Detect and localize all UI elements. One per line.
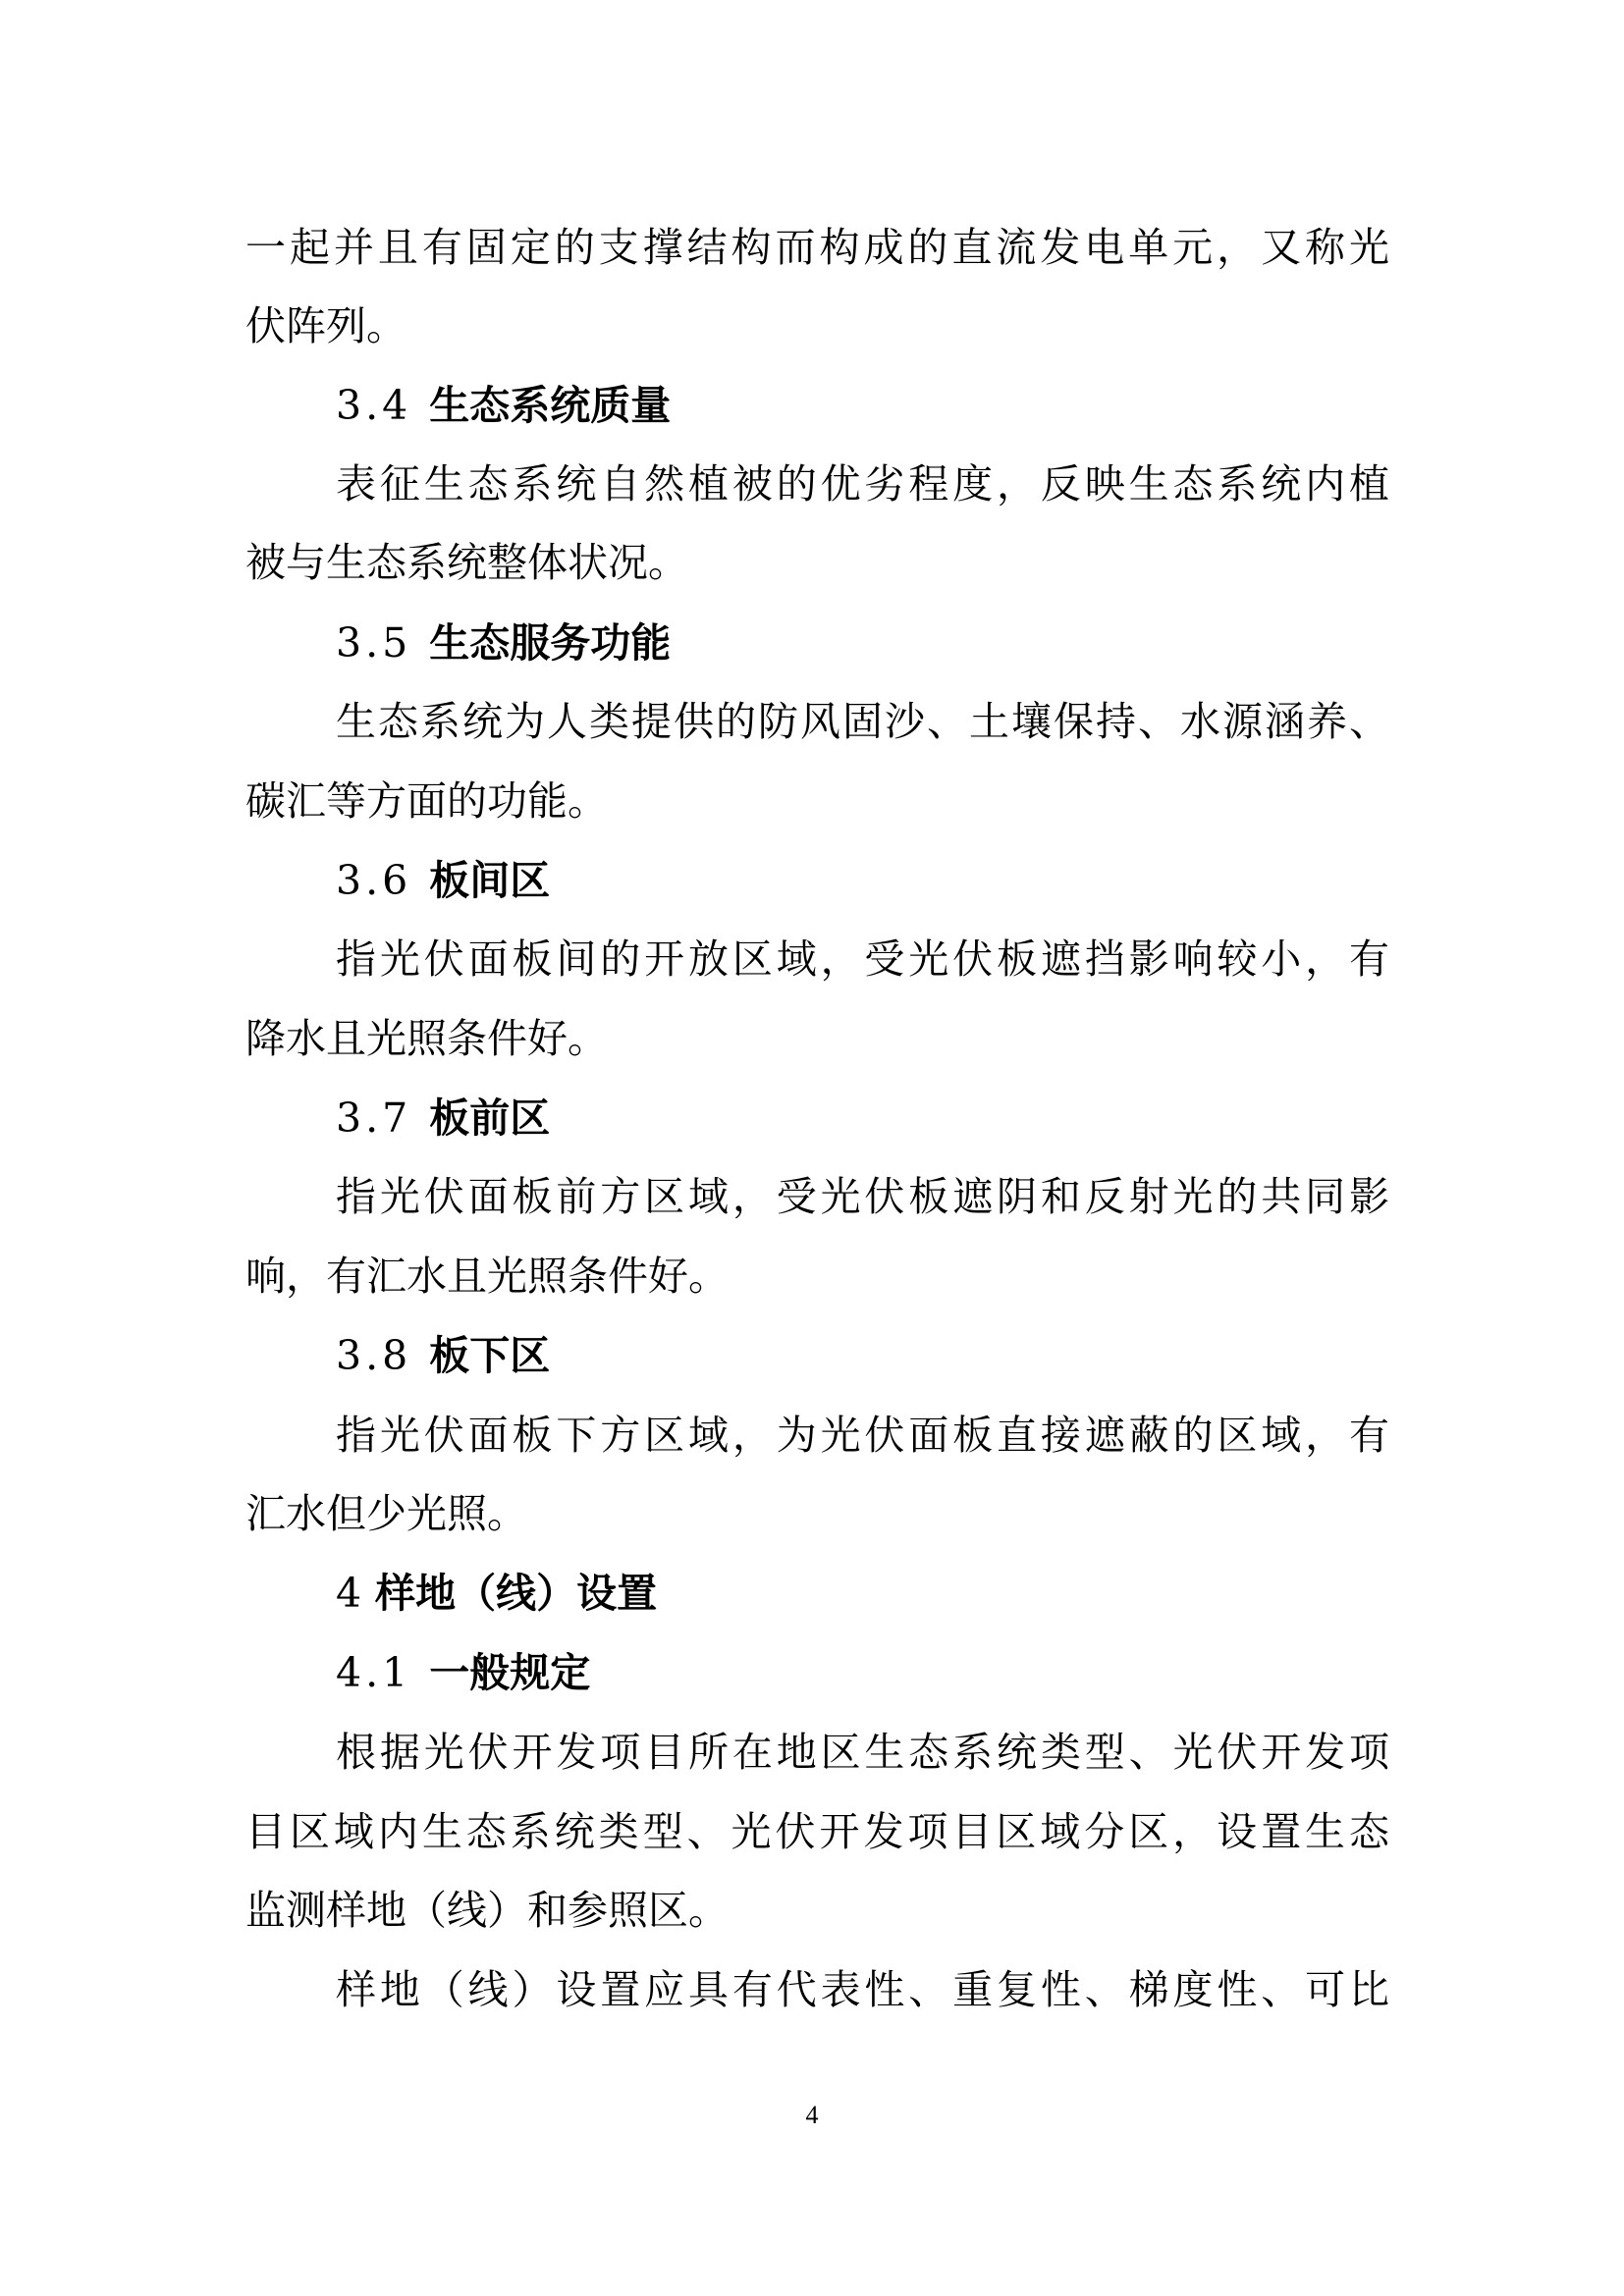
- section-title: 样地（线）设置: [375, 1570, 658, 1617]
- paragraph-line: 指光伏面板间的开放区域，受光伏板遮挡影响较小，有: [336, 935, 1389, 983]
- section-heading-4-1: [336, 1648, 590, 1697]
- paragraph-line: 一起并且有固定的支撑结构而构成的直流发电单元，又称光: [245, 224, 1389, 271]
- section-heading-4: [336, 1569, 657, 1618]
- paragraph-line: 汇水但少光照。: [245, 1490, 527, 1537]
- paragraph-line: 监测样地（线）和参照区。: [245, 1887, 729, 1934]
- paragraph-line: 生态系统为人类提供的防风固沙、土壤保持、水源涵养、: [336, 698, 1389, 745]
- section-number: 3.7: [336, 1095, 412, 1142]
- paragraph-line: 被与生态系统整体状况。: [245, 539, 688, 586]
- page-number: 4: [805, 2101, 819, 2129]
- paragraph-line: 伏阵列。: [245, 302, 406, 349]
- paragraph-line: 降水且光照条件好。: [245, 1015, 608, 1062]
- section-number: 4: [336, 1570, 366, 1617]
- paragraph-line: 表征生态系统自然植被的优劣程度，反映生态系统内植: [336, 460, 1389, 507]
- paragraph-line: 目区域内生态系统类型、光伏开发项目区域分区，设置生态: [245, 1808, 1389, 1855]
- section-heading-3-5: [336, 618, 671, 667]
- section-number: 3.5: [336, 619, 412, 667]
- section-heading-3-4: [336, 381, 671, 430]
- section-number: 3.4: [336, 382, 412, 429]
- section-title: 板下区: [429, 1332, 551, 1379]
- paragraph-line: 指光伏面板下方区域，为光伏面板直接遮蔽的区域，有: [336, 1412, 1389, 1459]
- section-number: 4.1: [336, 1649, 412, 1696]
- section-title: 一般规定: [429, 1649, 591, 1696]
- section-title: 板前区: [429, 1095, 551, 1142]
- section-title: 生态系统质量: [429, 382, 672, 429]
- section-heading-3-8: [336, 1331, 550, 1380]
- section-title: 板间区: [429, 857, 551, 904]
- section-heading-3-7: [336, 1094, 550, 1143]
- paragraph-line: 碳汇等方面的功能。: [245, 777, 608, 825]
- section-number: 3.6: [336, 857, 412, 904]
- section-number: 3.8: [336, 1332, 412, 1379]
- section-title: 生态服务功能: [429, 619, 672, 667]
- paragraph-line: 指光伏面板前方区域，受光伏板遮阴和反射光的共同影: [336, 1173, 1389, 1220]
- paragraph-line: 样地（线）设置应具有代表性、重复性、梯度性、可比: [336, 1966, 1389, 2013]
- paragraph-line: 根据光伏开发项目所在地区生态系统类型、光伏开发项: [336, 1729, 1389, 1776]
- section-heading-3-6: [336, 856, 550, 905]
- paragraph-line: 响，有汇水且光照条件好。: [245, 1253, 729, 1300]
